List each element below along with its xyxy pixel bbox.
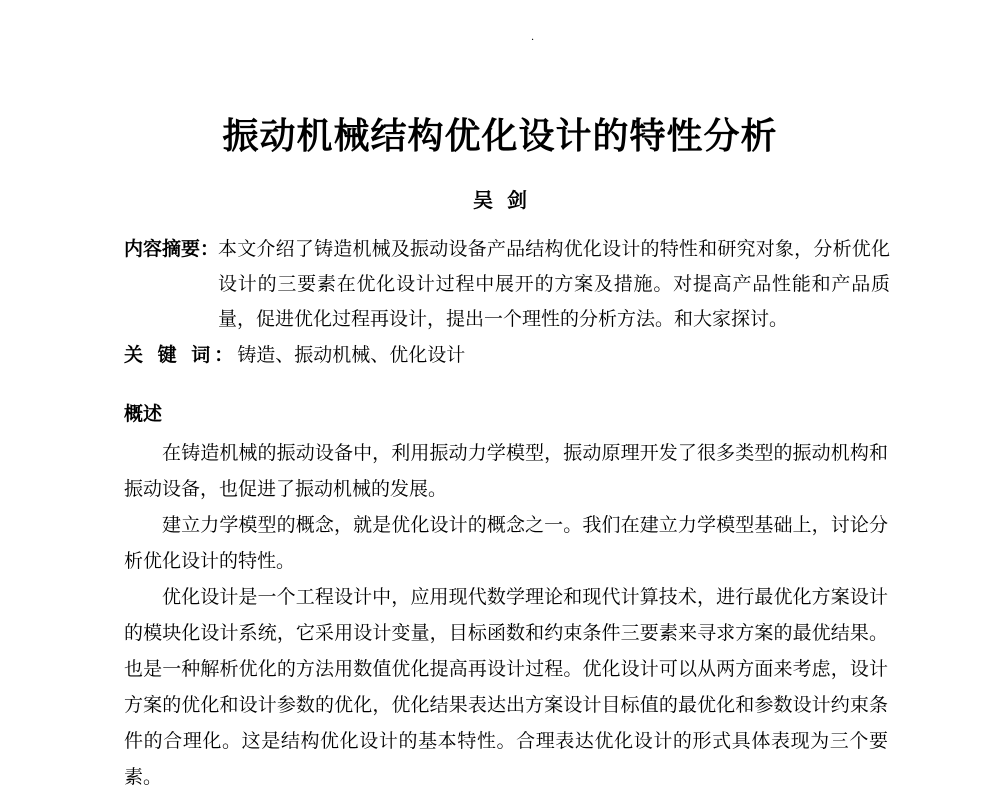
abstract-block [124, 232, 890, 337]
paper-title: 振动机械结构优化设计的特性分析 [222, 115, 778, 157]
keywords-block [124, 338, 890, 373]
author-name: 吴剑 [473, 188, 541, 212]
abstract-label: 内容摘要： [124, 238, 220, 260]
keywords-text: 铸造、振动机械、优化设计 [237, 344, 466, 366]
scan-speck: · [531, 35, 535, 46]
section-heading: 概述 [124, 403, 163, 425]
abstract-text: 本文介绍了铸造机械及振动设备产品结构优化设计的特性和研究对象，分析优化设计的三要素在优化设计过程中展开的方案及措施。对提高产品性能和产品质量，促进优化过程再设计，提出一个理性的分析方法。和大家探讨。 [218, 238, 890, 330]
section-body [124, 435, 888, 795]
body-paragraph: 在铸造机械的振动设备中，利用振动力学模型，振动原理开发了很多类型的振动机构和振动设备，也促进了振动机械的发展。 [124, 442, 888, 500]
body-paragraph: 优化设计是一个工程设计中，应用现代数学理论和现代计算技术，进行最优化方案设计的模块化设计系统，它采用设计变量，目标函数和约束条件三要素来寻求方案的最优结果。也是一种解析优化的方法用数值优化提高再设计过程。优化设计可以从两方面来考虑，设计方案的优化和设计参数的优化，优化结果表达出方案设计目标值的最优化和参数设计约束条件的合理化。这是结构优化设计的基本特性。合理表达优化设计的形式具体表现为三个要素。 [124, 586, 888, 788]
body-paragraph: 建立力学模型的概念，就是优化设计的概念之一。我们在建立力学模型基础上，讨论分析优化设计的特性。 [124, 514, 888, 572]
keywords-label: 关 键 词： [124, 344, 238, 366]
